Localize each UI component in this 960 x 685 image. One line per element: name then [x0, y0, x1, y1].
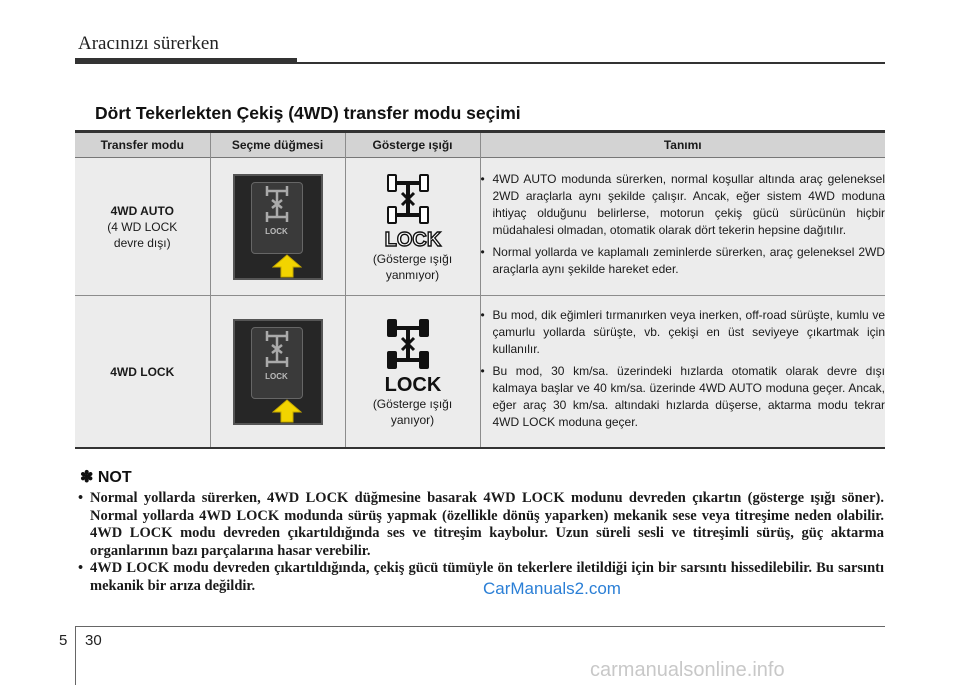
- indicator-lock-text: LOCK: [384, 373, 441, 394]
- note-item: • 4WD LOCK modu devreden çıkartıldığında, çekiş gücü tümüyle ön tekerlere iletildiği için bir sarsıntı hissedilebilir. Bu sarsıntı mekanik bir arıza değildir.: [78, 560, 884, 595]
- 4wd-lock-indicator-icon: [380, 316, 446, 394]
- note-title: ✽ NOT: [80, 469, 132, 486]
- indicator-lock-text: LOCK: [384, 228, 441, 249]
- switch-cell: [210, 296, 345, 449]
- description-item: • Normal yollarda ve kaplamalı zeminlerde sürerken, araç geleneksel 2WD araçlarla aynı şekilde hareket eder.: [481, 244, 886, 278]
- mode-cell-4wd-lock: [75, 296, 210, 449]
- page-subtitle: Dört Tekerlekten Çekiş (4WD) transfer modu seçimi: [95, 103, 521, 123]
- switch-cell: [210, 158, 345, 296]
- description-item: • 4WD AUTO modunda sürerken, normal koşullar altında araç geleneksel 2WD araçlarla aynı şekilde çalışır. Ancak, eğer sistem 4WD moduna ihtiyaç olduğunu belirlerse, motorun çekiş gücü sürücünün hiçbir müdahalesi olmadan, otomatik olarak dört tekerin hepsine dağıtılır.: [481, 171, 886, 239]
- column-header-select-button: Seçme düğmesi: [210, 132, 345, 158]
- indicator-caption-line: (Gösterge ışığı: [372, 396, 453, 411]
- indicator-cell: [345, 296, 480, 449]
- section-header-title: Aracınızı sürerken: [78, 33, 219, 54]
- 4wd-drivetrain-icon: [252, 328, 302, 368]
- indicator-caption: [373, 251, 452, 283]
- column-header-indicator-light: Gösterge ışığı: [345, 132, 480, 158]
- table-row-4wd-auto: [75, 158, 885, 296]
- mode-subtext: devre dışı): [113, 235, 171, 250]
- description-list: [481, 171, 886, 278]
- table-header-row: [75, 132, 885, 158]
- 4wd-lock-switch-image: [233, 319, 323, 425]
- mode-name: 4WD AUTO: [110, 203, 174, 218]
- column-header-description: Tanımı: [663, 138, 702, 152]
- indicator-caption-line: yanıyor): [390, 412, 435, 427]
- switch-panel: [251, 327, 303, 399]
- indicator-cell: [345, 158, 480, 296]
- indicator-caption-line: yanmıyor): [385, 267, 440, 282]
- page-chapter-number: 5: [59, 632, 68, 649]
- table-row-4wd-lock: [75, 296, 885, 449]
- up-arrow-icon: [272, 254, 302, 278]
- note-list: [78, 490, 884, 595]
- description-item: • Bu mod, 30 km/sa. üzerindeki hızlarda otomatik olarak devre dışı kalmaya başlar ve 40 km/sa. üzerinde 4WD AUTO moduna geçer. Ancak, eğer araç 30 km/sa. altındaki hızlarda düşerse, aktarma modu tekrar 4WD LOCK moduna geçer.: [481, 363, 886, 431]
- indicator-caption: [373, 396, 452, 428]
- description-item: • Bu mod, dik eğimleri tırmanırken veya inerken, off-road sürüşte, kumlu ve çamurlu yollarda sürüşte, vb. çekişi en üst seviyeye çıkartmak için kullanılır.: [481, 307, 886, 358]
- switch-lock-label: LOCK: [265, 226, 288, 236]
- 4wd-lock-indicator-icon: [380, 171, 446, 249]
- description-cell: [480, 158, 885, 296]
- mode-subtext: (4 WD LOCK: [107, 219, 178, 234]
- column-header-transfer-mode: Transfer modu: [75, 132, 210, 158]
- description-cell: [480, 296, 885, 449]
- 4wd-drivetrain-icon: [252, 183, 302, 223]
- description-list: [481, 307, 886, 431]
- transfer-mode-table: [75, 130, 885, 449]
- mode-name: 4WD LOCK: [110, 364, 175, 379]
- header-bar-thick: [75, 58, 297, 64]
- footer-vertical-rule: [75, 626, 76, 685]
- footer-rule: [75, 626, 885, 627]
- up-arrow-icon: [272, 399, 302, 423]
- footer-site-watermark: carmanualsonline.info: [590, 659, 785, 681]
- note-item: • Normal yollarda sürerken, 4WD LOCK düğmesine basarak 4WD LOCK modunu devreden çıkartın (gösterge ışığı söner). Normal yollarda 4WD LOCK modunda sürüş yapmak (özellikle dönüş yaparken) mekanik sese veya titreşime neden olabilir. 4WD LOCK modu devreden çıkartıldığında ses ve titreşim kaybolur. Uzun süreli sesli ve titreşimli sürüş, güç aktarma organlarının bazı parçalarına hasar verebilir.: [78, 490, 884, 560]
- header-rule: [297, 62, 885, 64]
- page-number: 30: [85, 632, 102, 649]
- switch-lock-label: LOCK: [265, 371, 288, 381]
- indicator-caption-line: (Gösterge ışığı: [372, 251, 453, 266]
- 4wd-lock-switch-image: [233, 174, 323, 280]
- watermark-link[interactable]: CarManuals2.com: [483, 579, 621, 598]
- switch-panel: [251, 182, 303, 254]
- mode-cell-4wd-auto: [75, 158, 210, 296]
